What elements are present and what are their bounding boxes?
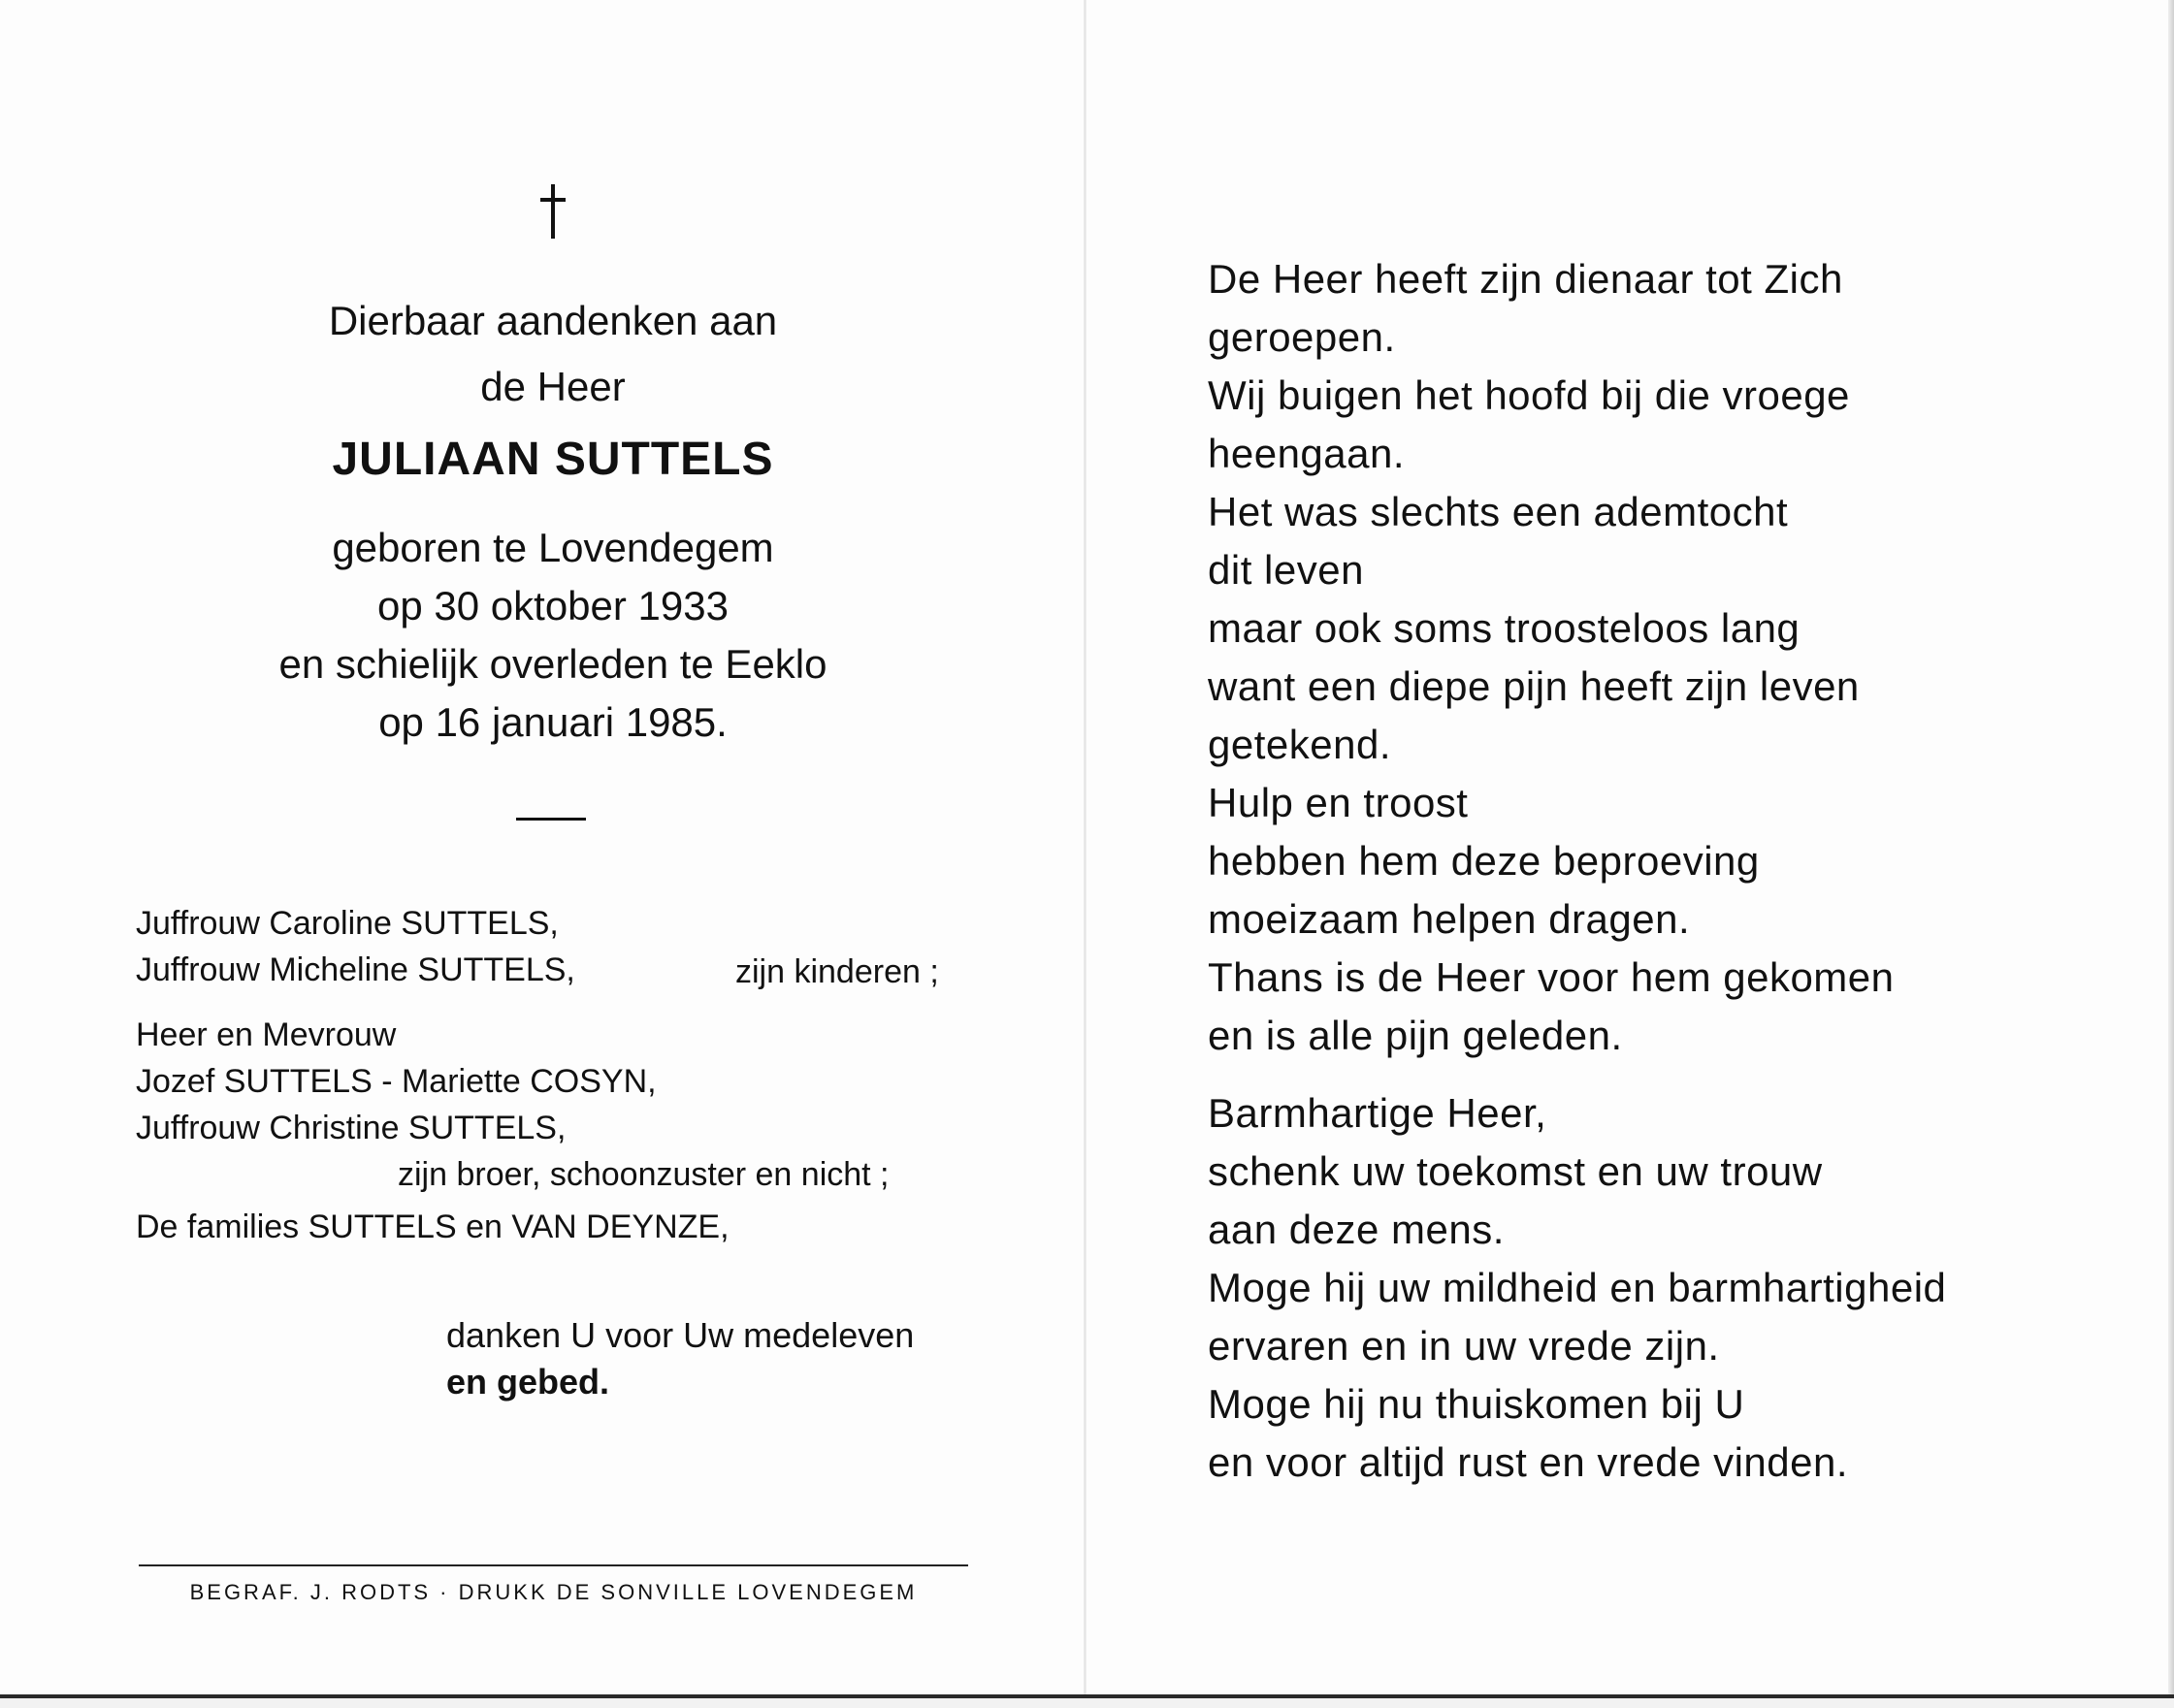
- poem-stanza-1: [1208, 250, 2081, 1065]
- fold-line: [1084, 0, 1087, 1708]
- child-line: Juffrouw Caroline SUTTELS,: [136, 905, 559, 942]
- child-line: Juffrouw Micheline SUTTELS,: [136, 951, 575, 988]
- poem-line: en voor altijd rust en vrede vinden.: [1208, 1439, 1849, 1485]
- poem-line: Moge hij nu thuiskomen bij U: [1208, 1381, 1745, 1427]
- card-bottom-shadow: [0, 1698, 2174, 1708]
- poem-line: geroepen.: [1208, 314, 1396, 360]
- poem-stanza-2: [1208, 1084, 2081, 1492]
- deceased-name: JULIAAN SUTTELS: [332, 434, 774, 485]
- stanza-gap: [1208, 1065, 2081, 1084]
- siblings-relation: zijn broer, schoonzuster en nicht ;: [398, 1156, 890, 1193]
- cross-horizontal: [540, 198, 566, 202]
- poem-line: Hulp en troost: [1208, 780, 1469, 825]
- birth-date-line: op 30 oktober 1933: [377, 583, 729, 628]
- intro-text: Dierbaar aandenken aan: [328, 298, 778, 343]
- separator: [516, 818, 586, 821]
- poem-line: want een diepe pijn heeft zijn leven: [1208, 663, 1860, 709]
- death-date-line: op 16 januari 1985.: [378, 699, 728, 745]
- printer-credit: BEGRAF. J. RODTS · DRUKK DE SONVILLE LOVENDEGEM: [189, 1580, 918, 1604]
- thanks-line: en gebed.: [446, 1362, 610, 1402]
- sibling-line: Jozef SUTTELS - Mariette COSYN,: [136, 1063, 657, 1100]
- poem-line: schenk uw toekomst en uw trouw: [1208, 1148, 1823, 1194]
- printer-rule: [139, 1564, 968, 1566]
- poem-line: Barmhartige Heer,: [1208, 1090, 1547, 1136]
- cross-icon: [538, 184, 568, 239]
- thanks-line: danken U voor Uw medeleven: [446, 1315, 915, 1355]
- poem-line: Thans is de Heer voor hem gekomen: [1208, 954, 1895, 1000]
- poem-line: ervaren en in uw vrede zijn.: [1208, 1323, 1720, 1369]
- children-relation: zijn kinderen ;: [735, 953, 939, 990]
- poem-line: en is alle pijn geleden.: [1208, 1013, 1623, 1058]
- poem-line: Moge hij uw mildheid en barmhartigheid: [1208, 1265, 1947, 1310]
- families-line: De families SUTTELS en VAN DEYNZE,: [136, 1208, 730, 1245]
- poem-line: heengaan.: [1208, 431, 1406, 476]
- card-bottom-edge: [0, 1694, 2174, 1698]
- poem-line: Het was slechts een ademtocht: [1208, 489, 1789, 534]
- sibling-line: Juffrouw Christine SUTTELS,: [136, 1110, 567, 1146]
- salutation: de Heer: [480, 364, 626, 409]
- poem-line: Wij buigen het hoofd bij die vroege: [1208, 372, 1850, 418]
- death-place-line: en schielijk overleden te Eeklo: [278, 641, 827, 687]
- poem-line: De Heer heeft zijn dienaar tot Zich: [1208, 256, 1843, 302]
- poem-line: maar ook soms troosteloos lang: [1208, 605, 1801, 651]
- birth-line: geboren te Lovendegem: [332, 525, 774, 570]
- poem-line: aan deze mens.: [1208, 1207, 1505, 1252]
- cross-vertical: [551, 184, 555, 239]
- poem-line: moeizaam helpen dragen.: [1208, 896, 1691, 942]
- card-right-edge: [2168, 0, 2174, 1708]
- poem-line: getekend.: [1208, 722, 1391, 767]
- poem-line: dit leven: [1208, 547, 1364, 593]
- poem-line: hebben hem deze beproeving: [1208, 838, 1760, 884]
- siblings-heading: Heer en Mevrouw: [136, 1016, 397, 1053]
- poem: [1208, 250, 2081, 1492]
